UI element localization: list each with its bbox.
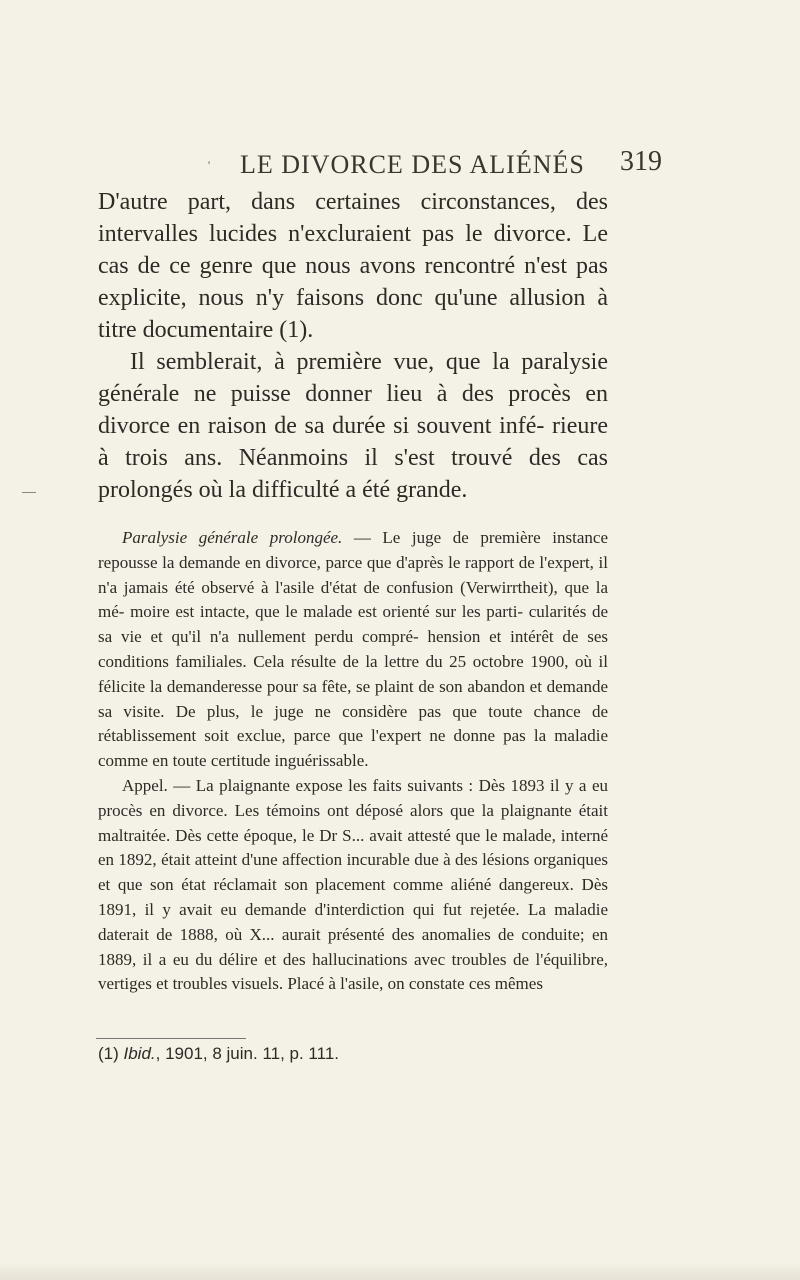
running-head: LE DIVORCE DES ALIÉNÉS (240, 150, 585, 179)
case-intro-text: — Le juge de première instance repousse la demande en divorce, parce que d'après le rapport de l'expert, il n'a jamais été observé à l'asile d'état de confusion (Verwirrtheit), que la mé- moire est intacte, que le malade est orienté sur les parti- cularités de sa vie et qu'il n'a nullement perdu compré- hension et intérêt de ses conditions familiales. Cela résulte de la lettre du 25 octobre 1900, où il félicite la demanderesse pour sa fête, se plaint de son abandon et demande sa visite. De plus, le juge ne considère pas que toute chance de rétablissement soit exclue, parce que l'expert ne donne pas la maladie comme en toute certitude inguérissable. (98, 528, 608, 771)
page-bottom-edge (0, 1262, 800, 1280)
paragraph-intervals: D'autre part, dans certaines circonstances, des intervalles lucides n'excluraient pas le divorce. Le cas de ce genre que nous avons rencontré n'est pas explicite, nous n'y faisons donc qu'une allusion à titre documentaire (1). (98, 189, 608, 343)
case-report (98, 526, 608, 997)
footnote-rest: , 1901, 8 juin. 11, p. 111. (155, 1044, 339, 1063)
footnote-marker: (1) (98, 1044, 124, 1063)
paragraph-paralysis: Il semblerait, à première vue, que la paralysie générale ne puisse donner lieu à des procès en divorce en raison de sa durée si souvent infé- rieure à trois ans. Néanmoins il s'est trouvé des cas prolongés où la difficulté a été grande. (98, 349, 608, 503)
case-report-appeal: Appel. — La plaignante expose les faits suivants : Dès 1893 il y a eu procès en divorce. Les témoins ont déposé alors que la plaignante était maltraitée. Dès cette époque, le Dr S... avait attesté que le malade, interné en 1892, était atteint d'une affection incurable due à des lésions organiques et que son état réclamait son placement comme aliéné dangereux. Dès 1891, il y avait eu demande d'interdiction qui fut rejetée. La maladie daterait de 1888, où X... aurait présenté des anomalies de conduite; en 1889, il a eu du délire et des hallucinations avec troubles de l'équilibre, vertiges et troubles visuels. Placé à l'asile, on constate ces mêmes (98, 775, 608, 994)
page-number: 319 (620, 146, 662, 177)
case-heading: Paralysie générale prolongée. (122, 528, 343, 547)
footnote-rule (96, 1038, 246, 1039)
case-report-intro (98, 526, 608, 774)
main-text (98, 186, 608, 506)
footnote-source: Ibid. (123, 1044, 156, 1063)
footnote (98, 1044, 608, 1064)
margin-mark (22, 492, 36, 493)
print-mark: ' (208, 158, 211, 172)
